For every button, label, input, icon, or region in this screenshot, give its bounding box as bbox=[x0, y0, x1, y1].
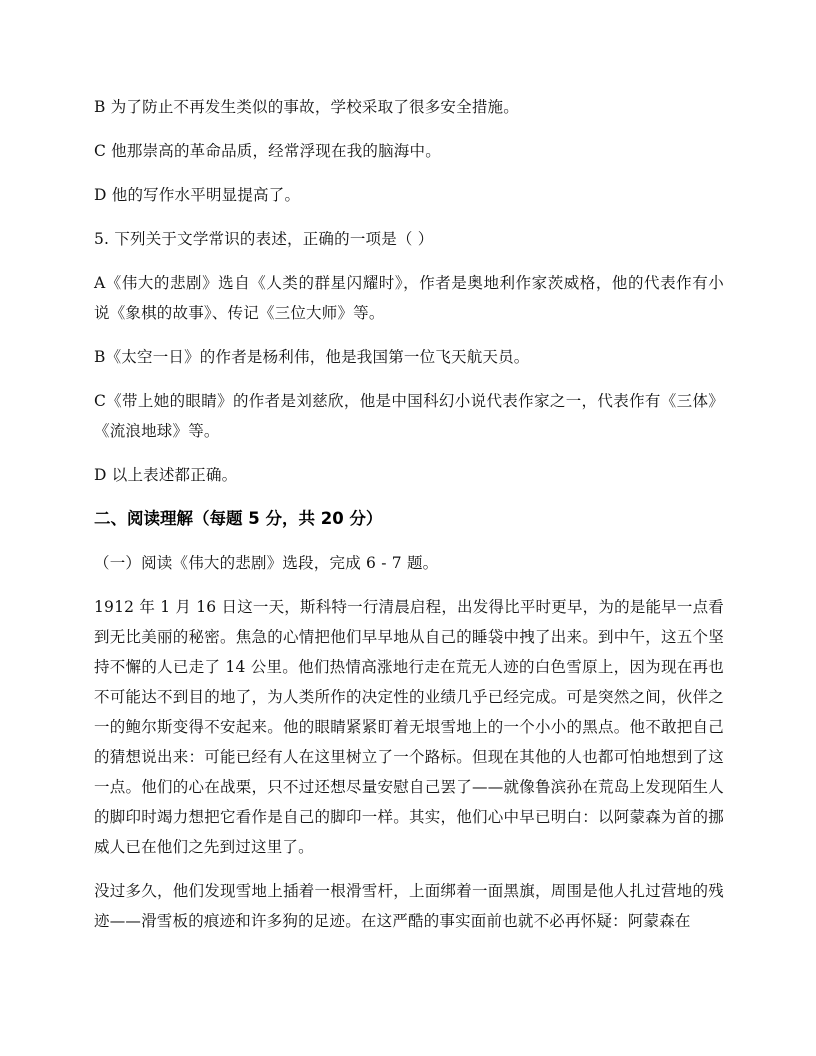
question5-option-b: B《太空一日》的作者是杨利伟，他是我国第一位飞天航天员。 bbox=[94, 348, 530, 366]
question5-option-c: C《带上她的眼睛》的作者是刘慈欣，他是中国科幻小说代表作家之一，代表作有《三体》《流浪地球》等。 bbox=[94, 392, 724, 440]
document-content bbox=[94, 92, 724, 950]
passage-paragraph-2: 没过多久，他们发现雪地上插着一根滑雪杆，上面绑着一面黑旗，周围是他人扎过营地的残迹——滑雪板的痕迹和许多狗的足迹。在这严酷的事实面前也就不必再怀疑：阿蒙森在 bbox=[94, 882, 724, 930]
section2-score-note: （每题 5 分，共 20 分） bbox=[193, 509, 383, 528]
question5-option-d: D 以上表述都正确。 bbox=[94, 466, 238, 484]
section2-title: 二、阅读理解 bbox=[94, 509, 193, 528]
question5-stem: 5. 下列关于文学常识的表述，正确的一项是（ ） bbox=[94, 230, 434, 248]
passage-paragraph-1: 1912 年 1 月 16 日这一天，斯科特一行清晨启程，出发得比平时更早，为的是能早一点看到无比美丽的秘密。焦急的心情把他们早早地从自己的睡袋中拽了出来。到中午，这五个坚持不懈的人已走了 14 公里。他们热情高涨地行走在荒无人迹的白色雪原上，因为现在再也不可能达不到目的地了，为人类所作的决定性的业绩几乎已经完成。可是突然之间，伙伴之一的鲍尔斯变得不安起来。他的眼睛紧紧盯着无垠雪地上的一个小小的黑点。他不敢把自己的猜想说出来：可能已经有人在这里树立了一个路标。但现在其他的人也都可怕地想到了这一点。他们的心在战栗，只不过还想尽量安慰自己罢了——就像鲁滨孙在荒岛上发现陌生人的脚印时竭力想把它看作是自己的脚印一样。其实，他们心中早已明白：以阿蒙森为首的挪威人已在他们之先到过这里了。 bbox=[94, 598, 724, 856]
question4-option-c: C 他那崇高的革命品质，经常浮现在我的脑海中。 bbox=[94, 142, 441, 160]
subsection1-title: （一）阅读《伟大的悲剧》选段，完成 6 - 7 题。 bbox=[94, 554, 439, 572]
section2-heading bbox=[94, 504, 724, 534]
question5-option-a: A《伟大的悲剧》选自《人类的群星闪耀时》，作者是奥地利作家茨威格，他的代表作有小说《象棋的故事》、传记《三位大师》等。 bbox=[94, 274, 724, 322]
question4-option-b: B 为了防止不再发生类似的事故，学校采取了很多安全措施。 bbox=[94, 98, 519, 116]
question4-option-d: D 他的写作水平明显提高了。 bbox=[94, 186, 301, 204]
